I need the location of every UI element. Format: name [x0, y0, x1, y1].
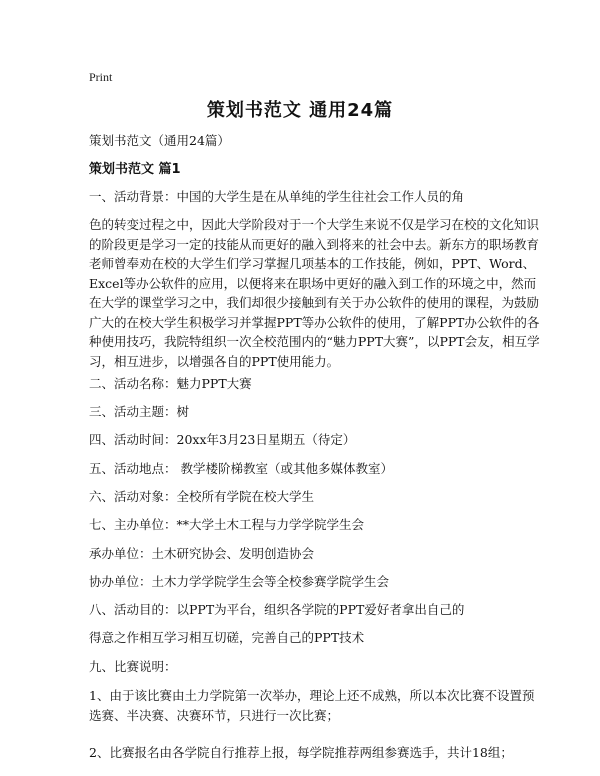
item-co-organizer: 协办单位：土木力学学院学生会等全校参赛学院学生会 — [89, 574, 390, 589]
item-host-unit: 承办单位：土木研究协会、发明创造协会 — [89, 546, 315, 561]
rule-2: 2、比赛报名由各学院自行推荐上报，每学院推荐两组参赛选手，共计18组； — [89, 745, 513, 760]
paragraph-line: 1、由于该比赛由土力学院第一次举办，理论上还不成熟，所以本次比赛不设置预 — [89, 688, 535, 703]
item-activity-audience: 六、活动对象：全校所有学院在校大学生 — [89, 489, 315, 504]
paragraph-line: Excel等办公软件的应用，以便将来在职场中更好的融入到工作的环境之中，然而 — [89, 275, 537, 291]
background-paragraph — [89, 215, 540, 371]
item-competition-rules: 九、比赛说明： — [89, 659, 177, 674]
item-activity-theme: 三、活动主题：树 — [89, 404, 190, 419]
paragraph-line: 习，相互进步，以增强各自的PPT使用能力。 — [89, 353, 340, 369]
paragraph-line: 老师曾奉劝在校的大学生们学习掌握几项基本的工作技能，例如，PPT、Word、 — [89, 256, 536, 271]
item-activity-purpose: 八、活动目的：以PPT为平台，组织各学院的PPT爱好者拿出自己的 — [89, 602, 465, 617]
rule-1 — [89, 686, 535, 725]
paragraph-line: 选赛、半决赛、决赛环节，只进行一次比赛； — [89, 707, 340, 723]
item-activity-name: 二、活动名称：魅力PPT大赛 — [89, 376, 252, 391]
section-heading: 策划书范文 篇1 — [89, 162, 181, 177]
paragraph-line: 的阶段更是学习一定的技能从而更好的融入到将来的社会中去。新东方的职场教育 — [89, 236, 540, 252]
item-activity-location: 五、活动地点： 教学楼阶梯教室（或其他多媒体教室） — [89, 461, 393, 476]
paragraph-line: 色的转变过程之中，因此大学阶段对于一个大学生来说不仅是学习在校的文化知识 — [89, 217, 540, 232]
paragraph-line: 广大的在校大学生积极学习并掌握PPT等办公软件的使用，了解PPT办公软件的各 — [89, 314, 540, 330]
document-subtitle: 策划书范文（通用24篇） — [89, 133, 230, 148]
item-activity-purpose-cont: 得意之作相互学习相互切磋，完善自己的PPT技术 — [89, 630, 365, 645]
item-activity-time: 四、活动时间：20xx年3月23日星期五（待定） — [89, 432, 356, 447]
background-heading: 一、活动背景：中国的大学生是在从单纯的学生往社会工作人员的角 — [89, 189, 465, 204]
paragraph-line: 种使用技巧，我院特组织一次全校范围内的“魅力PPT大赛”，以PPT会友，相互学 — [89, 334, 540, 349]
paragraph-line: 在大学的课堂学习之中，我们却很少接触到有关于办公软件的使用的课程，为鼓励 — [89, 295, 540, 310]
item-organizer: 七、主办单位：**大学土木工程与力学学院学生会 — [89, 517, 365, 532]
print-label: Print — [89, 70, 113, 84]
document-title: 策划书范文 通用24篇 — [206, 100, 394, 121]
